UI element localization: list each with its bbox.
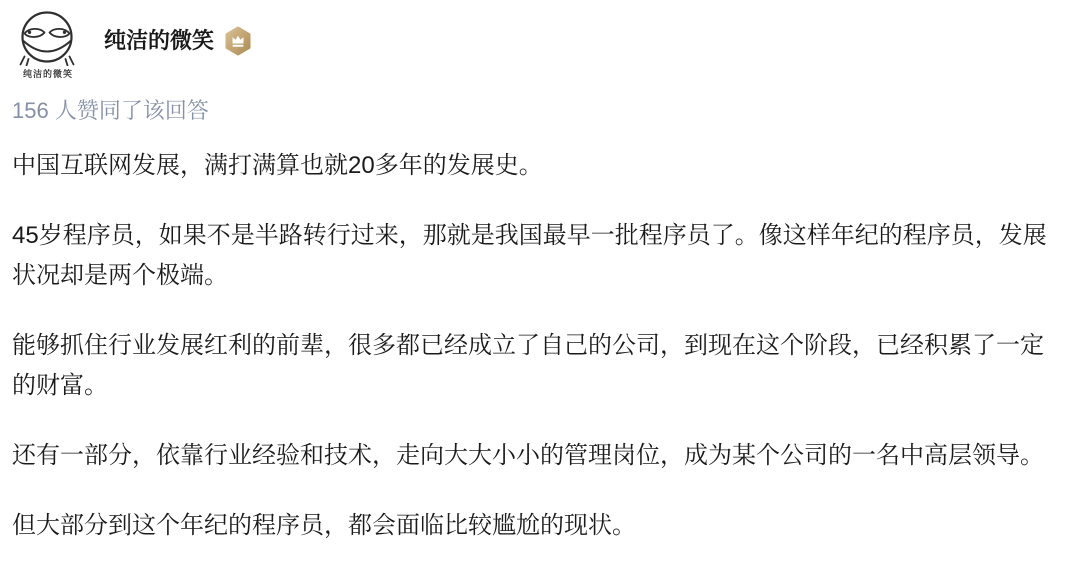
text-line: 但大部分到这个年纪的程序员，都会面临比较尴尬的现状。 bbox=[12, 512, 636, 539]
paragraph bbox=[12, 506, 1066, 546]
answer-body bbox=[12, 146, 1066, 546]
author-avatar[interactable] bbox=[12, 10, 84, 80]
paragraph bbox=[12, 216, 1066, 296]
smiley-face-avatar-icon bbox=[12, 10, 84, 66]
text-line: 中国互联网发展，满打满算也就20多年的发展史。 bbox=[12, 152, 543, 179]
author-name-row bbox=[104, 26, 252, 56]
author-header bbox=[12, 10, 1066, 80]
text-line: 能够抓住行业发展红利的前辈，很多都已经成立了自己的公司，到现在这个阶段，已经积累了一定 bbox=[12, 332, 1044, 359]
vote-count: 156 人赞同了该回答 bbox=[12, 98, 209, 123]
text-line: 的财富。 bbox=[12, 372, 108, 399]
text-line: 状况却是两个极端。 bbox=[12, 262, 228, 289]
paragraph bbox=[12, 326, 1066, 406]
avatar-caption: 纯洁的微笑 bbox=[22, 69, 73, 79]
crown-badge-icon[interactable] bbox=[224, 26, 252, 56]
author-name[interactable]: 纯洁的微笑 bbox=[104, 28, 215, 53]
paragraph bbox=[12, 146, 1066, 186]
text-line: 还有一部分，依靠行业经验和技术，走向大大小小的管理岗位，成为某个公司的一名中高层领导。 bbox=[12, 442, 1044, 469]
paragraph bbox=[12, 436, 1066, 476]
text-line: 45岁程序员，如果不是半路转行过来，那就是我国最早一批程序员了。像这样年纪的程序员，发展 bbox=[12, 222, 1047, 249]
